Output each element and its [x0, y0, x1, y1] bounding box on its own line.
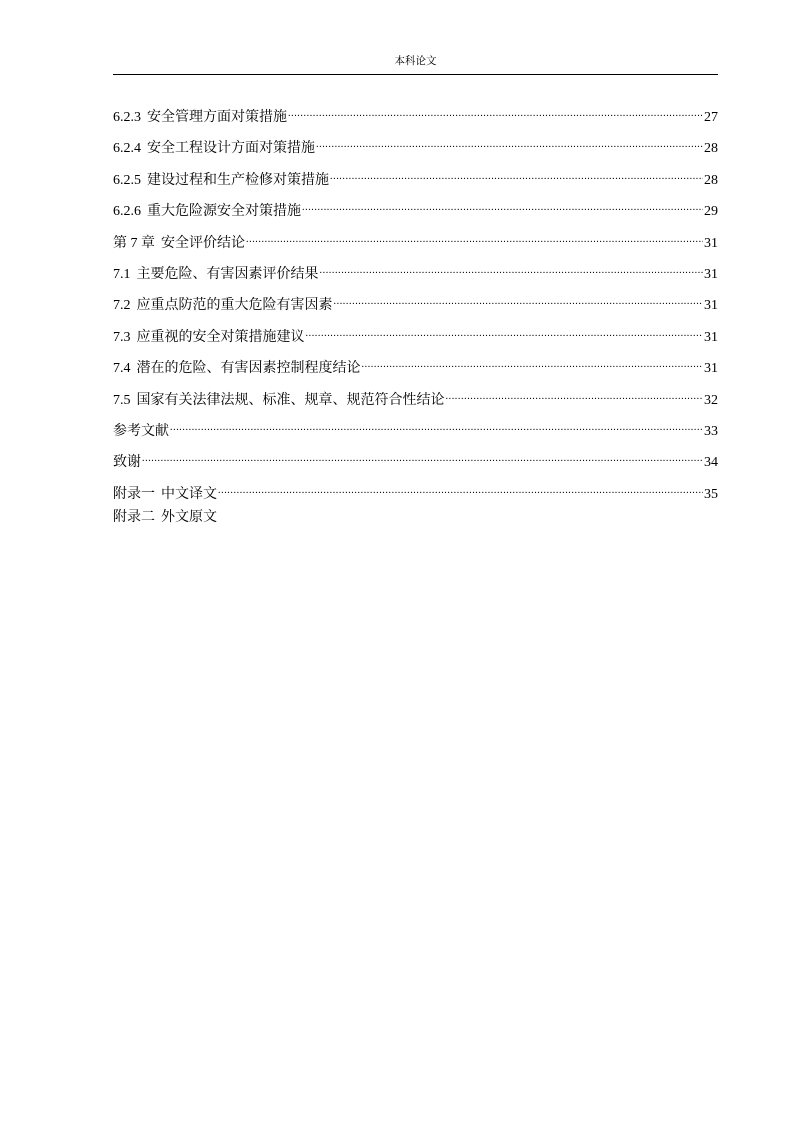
- toc-entry-number: 6.2.6: [113, 204, 141, 220]
- toc-entry-page: 29: [704, 204, 718, 220]
- toc-entry-title: 外文原文: [161, 510, 217, 526]
- toc-entry-title: 重大危险源安全对策措施: [147, 204, 301, 220]
- toc-entry-label: [113, 358, 361, 380]
- toc-dot-leader: [334, 287, 704, 309]
- toc-entry-page: 33: [704, 423, 718, 439]
- toc-entry-title: 主要危险、有害因素评价结果: [136, 266, 319, 282]
- toc-entry-label: [113, 507, 217, 529]
- toc-entry[interactable]: [113, 350, 718, 381]
- toc-entry[interactable]: [113, 382, 718, 413]
- toc-entry[interactable]: [113, 319, 718, 350]
- toc-entry-title: 安全管理方面对策措施: [147, 110, 287, 125]
- toc-dot-leader: [446, 382, 704, 404]
- toc-entry[interactable]: [113, 287, 718, 318]
- toc-entry-page: 31: [704, 266, 718, 282]
- toc-entry-label: [113, 484, 217, 506]
- toc-entry[interactable]: [113, 256, 718, 287]
- page-header-title: 本科论文: [394, 55, 437, 67]
- toc-entry-number: 7.2: [113, 298, 131, 314]
- toc-entry-number: 7.1: [113, 266, 131, 282]
- toc-entry-label: [113, 390, 445, 412]
- toc-entry-label: [113, 233, 245, 255]
- toc-dot-leader: [246, 225, 703, 247]
- toc-dot-leader: [142, 444, 703, 466]
- toc-dot-leader: [170, 413, 703, 435]
- toc-entry-page: 35: [704, 486, 718, 502]
- toc-dot-leader: [320, 256, 704, 278]
- toc-dot-leader: [218, 476, 703, 498]
- page-header: [113, 52, 718, 75]
- toc-entry[interactable]: [113, 99, 718, 130]
- toc-entry-title: 参考文献: [113, 423, 169, 439]
- toc-entry-label: [113, 138, 315, 160]
- toc-entry-title: 国家有关法律法规、标准、规章、规范符合性结论: [136, 392, 445, 408]
- toc-entry-number: 6.2.5: [113, 172, 141, 188]
- toc-entry-number: 附录一: [113, 486, 155, 502]
- toc-entry-label: [113, 295, 333, 317]
- toc-entry[interactable]: [113, 162, 718, 193]
- toc-entry-page: 28: [704, 141, 718, 157]
- toc-entry-title: 致谢: [113, 455, 141, 471]
- toc-entry-page: 32: [704, 392, 718, 408]
- toc-entry-page: 31: [704, 298, 718, 314]
- toc-dot-leader: [316, 130, 703, 152]
- toc-entry-label: [113, 264, 319, 286]
- toc-entry-number: 6.2.3: [113, 110, 141, 125]
- toc-dot-leader: [330, 162, 703, 184]
- toc-entry-page: 31: [704, 361, 718, 377]
- toc-entry-label: [113, 421, 169, 443]
- toc-entry-number: 附录二: [113, 510, 155, 526]
- toc-entry-title: 应重点防范的重大危险有害因素: [136, 298, 333, 314]
- toc-entry-page: 28: [704, 172, 718, 188]
- toc-entry-title: 建设过程和生产检修对策措施: [147, 172, 329, 188]
- toc-entry-number: 7.3: [113, 329, 131, 345]
- toc-entry[interactable]: [113, 193, 718, 224]
- toc-entry-label: [113, 170, 329, 192]
- toc-entry[interactable]: [113, 507, 718, 538]
- toc-dot-leader: [302, 193, 703, 215]
- toc-entry-number: 第 7 章: [113, 235, 155, 251]
- toc-entry-title: 应重视的安全对策措施建议: [136, 329, 305, 345]
- toc-entry-page: 34: [704, 455, 718, 471]
- toc-entry-page: 27: [704, 110, 718, 125]
- toc-entry-label: [113, 107, 287, 129]
- toc-dot-leader: [288, 99, 703, 121]
- toc-entry-title: 安全工程设计方面对策措施: [147, 141, 315, 157]
- toc-entry-number: 7.4: [113, 361, 131, 377]
- toc-entry[interactable]: [113, 225, 718, 256]
- toc-dot-leader: [362, 350, 704, 372]
- toc-entry-number: 6.2.4: [113, 141, 141, 157]
- toc-entry-label: [113, 452, 141, 474]
- toc-dot-leader: [306, 319, 704, 341]
- toc-entry-label: [113, 327, 305, 349]
- toc-entry-page: 31: [704, 329, 718, 345]
- table-of-contents: [113, 99, 718, 538]
- toc-entry[interactable]: [113, 413, 718, 444]
- toc-entry-title: 中文译文: [161, 486, 217, 502]
- toc-entry[interactable]: [113, 130, 718, 161]
- toc-entry-number: 7.5: [113, 392, 131, 408]
- toc-entry-label: [113, 201, 301, 223]
- toc-entry[interactable]: [113, 476, 718, 507]
- toc-entry[interactable]: [113, 444, 718, 475]
- toc-entry-page: 31: [704, 235, 718, 251]
- toc-entry-title: 安全评价结论: [161, 235, 245, 251]
- toc-entry-title: 潜在的危险、有害因素控制程度结论: [136, 361, 361, 377]
